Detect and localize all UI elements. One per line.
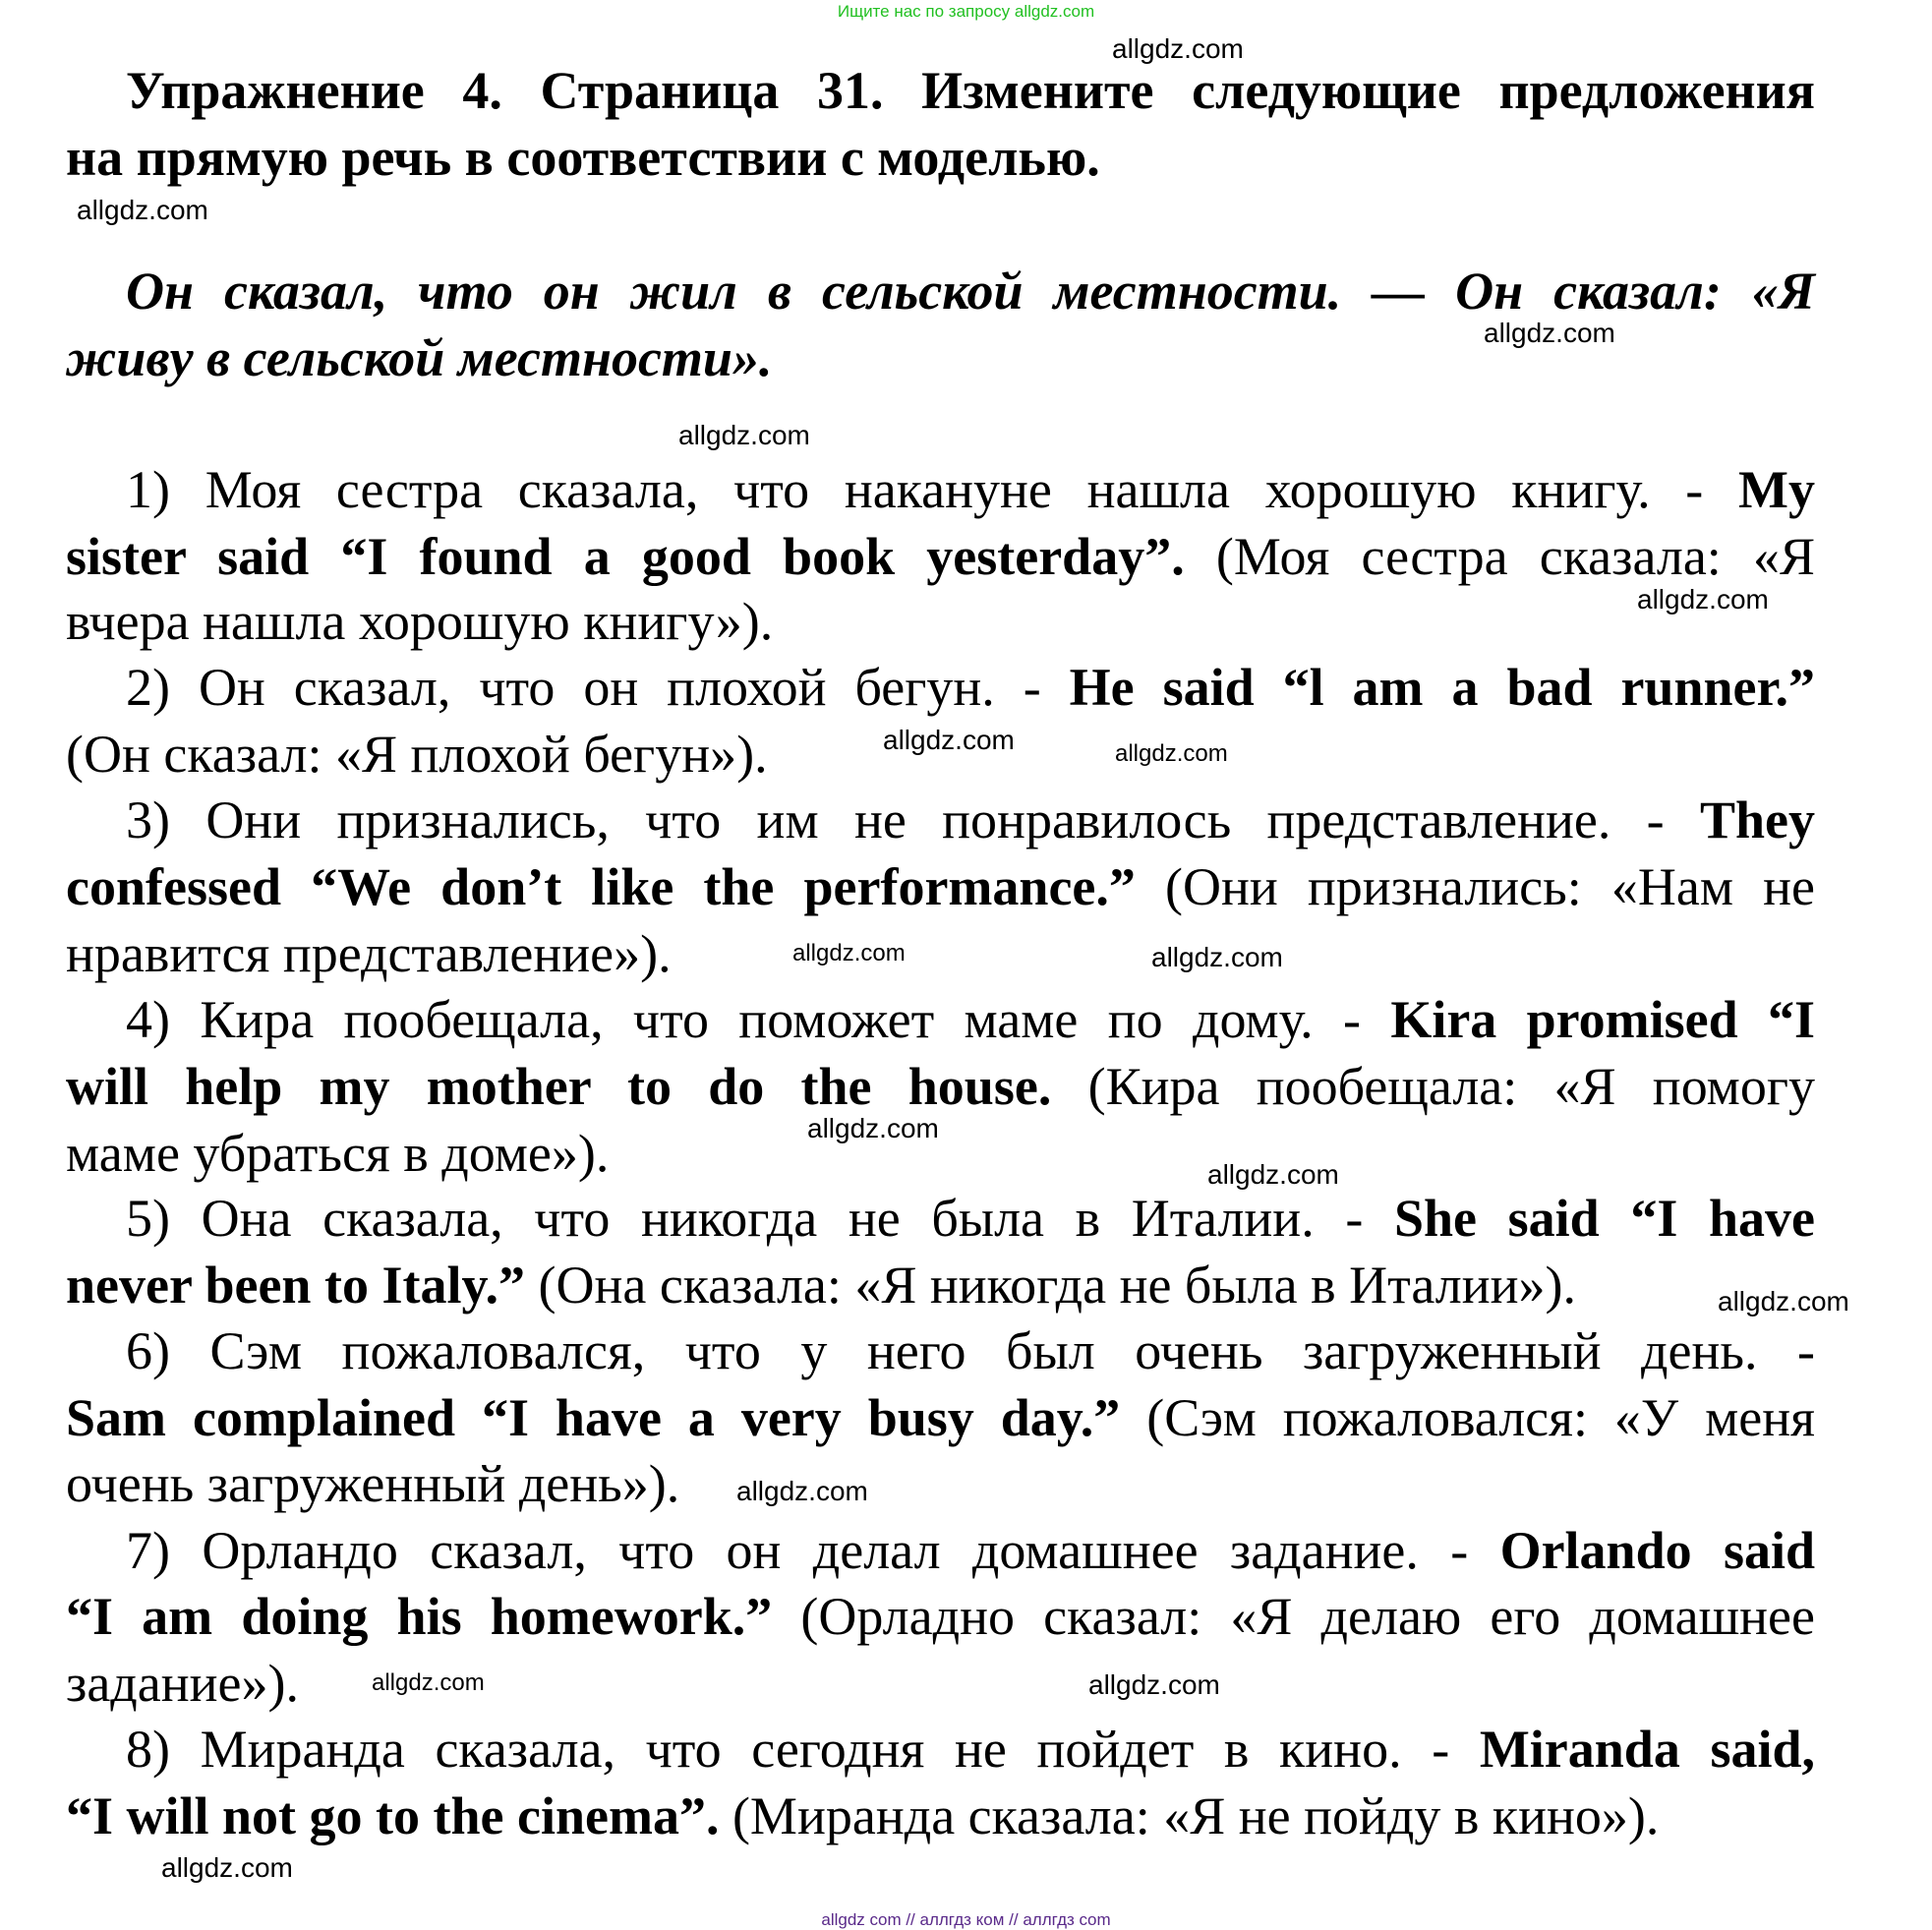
source-text: (Миранда сказала: «Я не пойду в кино»). bbox=[719, 1786, 1660, 1845]
watermark: allgdz.com bbox=[1207, 1159, 1339, 1190]
source-text: (Кира пообещала: «Я помогу bbox=[1051, 1057, 1815, 1116]
text-line bbox=[126, 660, 1815, 715]
answer-text: живу в сельской местности». bbox=[66, 328, 773, 387]
text-line bbox=[126, 63, 1815, 118]
watermark: allgdz.com bbox=[1484, 318, 1615, 348]
text-line bbox=[66, 529, 1815, 584]
footer-note: allgdz com // аллгдз ком // аллгдз com bbox=[821, 1910, 1111, 1929]
search-hint: Ищите нас по запросу allgdz.com bbox=[837, 2, 1095, 21]
source-text: (Он сказал: «Я плохой бегун»). bbox=[66, 725, 768, 784]
source-text: (Она сказала: «Я никогда не была в Италии»). bbox=[524, 1256, 1577, 1315]
answer-text: Miranda said, bbox=[1479, 1720, 1815, 1779]
text-line bbox=[66, 130, 1100, 185]
source-text: 4) Кира пообещала, что поможет маме по дому. - bbox=[126, 990, 1391, 1049]
answer-text: Kira promised “I bbox=[1390, 990, 1816, 1049]
watermark: allgdz.com bbox=[883, 725, 1015, 755]
source-text: 3) Они признались, что им не понравилось представление. - bbox=[126, 790, 1700, 849]
source-text: задание»). bbox=[66, 1654, 299, 1713]
watermark: allgdz.com bbox=[161, 1852, 293, 1883]
source-text: 5) Она сказала, что никогда не была в Италии. - bbox=[126, 1189, 1394, 1248]
source-text: 2) Он сказал, что он плохой бегун. - bbox=[126, 658, 1070, 717]
watermark: allgdz.com bbox=[1115, 740, 1228, 767]
text-line bbox=[126, 992, 1815, 1047]
watermark: allgdz.com bbox=[736, 1476, 868, 1506]
watermark: allgdz.com bbox=[792, 940, 906, 966]
answer-text: She said “I have bbox=[1393, 1189, 1815, 1248]
watermark: allgdz.com bbox=[372, 1669, 485, 1696]
watermark: allgdz.com bbox=[1718, 1286, 1849, 1316]
answer-text: confessed “We don’t like the performance.” bbox=[66, 857, 1136, 916]
text-line bbox=[126, 1523, 1815, 1578]
text-line bbox=[126, 1191, 1815, 1246]
source-text: (Сэм пожаловался: «У меня bbox=[1120, 1388, 1815, 1447]
watermark: allgdz.com bbox=[1088, 1669, 1220, 1700]
answer-text: Упражнение 4. Страница 31. Измените следующие предложения bbox=[126, 61, 1815, 120]
answer-text: He said “l am a bad runner.” bbox=[1069, 658, 1816, 717]
source-text: (Они признались: «Нам не bbox=[1135, 857, 1815, 916]
source-text: (Моя сестра сказала: «Я bbox=[1184, 527, 1815, 586]
watermark: allgdz.com bbox=[678, 420, 810, 450]
text-line bbox=[66, 1257, 1576, 1313]
watermark: allgdz.com bbox=[807, 1113, 939, 1143]
watermark: allgdz.com bbox=[1112, 33, 1244, 64]
answer-text: Sam complained “I have a very busy day.” bbox=[66, 1388, 1121, 1447]
source-text: 1) Моя сестра сказала, что накануне нашла хорошую книгу. - bbox=[126, 460, 1739, 519]
answer-text: на прямую речь в соответствии с моделью. bbox=[66, 128, 1100, 187]
answer-text: never been to Italy.” bbox=[66, 1256, 525, 1315]
text-line bbox=[66, 1456, 679, 1511]
source-text: 8) Миранда сказала, что сегодня не пойдет в кино. - bbox=[126, 1720, 1480, 1779]
answer-text: sister said “I found a good book yesterday”. bbox=[66, 527, 1185, 586]
watermark: allgdz.com bbox=[1151, 942, 1283, 972]
text-line bbox=[66, 1390, 1815, 1445]
text-line bbox=[66, 859, 1815, 914]
answer-text: Orlando said bbox=[1499, 1521, 1815, 1580]
answer-text: They bbox=[1699, 790, 1815, 849]
source-text: 6) Сэм пожаловался, что у него был очень загруженный день. - bbox=[126, 1321, 1815, 1380]
text-line bbox=[126, 792, 1815, 848]
watermark: allgdz.com bbox=[77, 195, 208, 225]
text-line bbox=[66, 1788, 1659, 1843]
text-line bbox=[66, 1126, 609, 1181]
source-text: (Орладно сказал: «Я делаю его домашнее bbox=[772, 1587, 1815, 1646]
answer-text: Он сказал, что он жил в сельской местности. — Он сказал: «Я bbox=[126, 262, 1815, 321]
source-text: вчера нашла хорошую книгу»). bbox=[66, 592, 774, 651]
text-line bbox=[66, 330, 772, 385]
text-line bbox=[66, 926, 672, 981]
text-line bbox=[66, 594, 773, 649]
text-line bbox=[66, 1656, 299, 1711]
watermark: allgdz.com bbox=[1637, 584, 1769, 614]
text-line bbox=[126, 1722, 1815, 1777]
source-text: нравится представление»). bbox=[66, 924, 672, 983]
answer-text: “I am doing his homework.” bbox=[66, 1587, 773, 1646]
answer-text: My bbox=[1738, 460, 1815, 519]
answer-text: “I will not go to the cinema”. bbox=[66, 1786, 720, 1845]
text-line bbox=[126, 263, 1815, 319]
source-text: маме убраться в доме»). bbox=[66, 1124, 610, 1183]
source-text: очень загруженный день»). bbox=[66, 1454, 680, 1513]
text-line bbox=[66, 1589, 1815, 1644]
source-text: 7) Орландо сказал, что он делал домашнее задание. - bbox=[126, 1521, 1500, 1580]
text-line bbox=[66, 727, 768, 782]
text-line bbox=[66, 1059, 1815, 1114]
text-line bbox=[126, 1323, 1815, 1378]
answer-text: will help my mother to do the house. bbox=[66, 1057, 1052, 1116]
text-line bbox=[126, 462, 1815, 517]
